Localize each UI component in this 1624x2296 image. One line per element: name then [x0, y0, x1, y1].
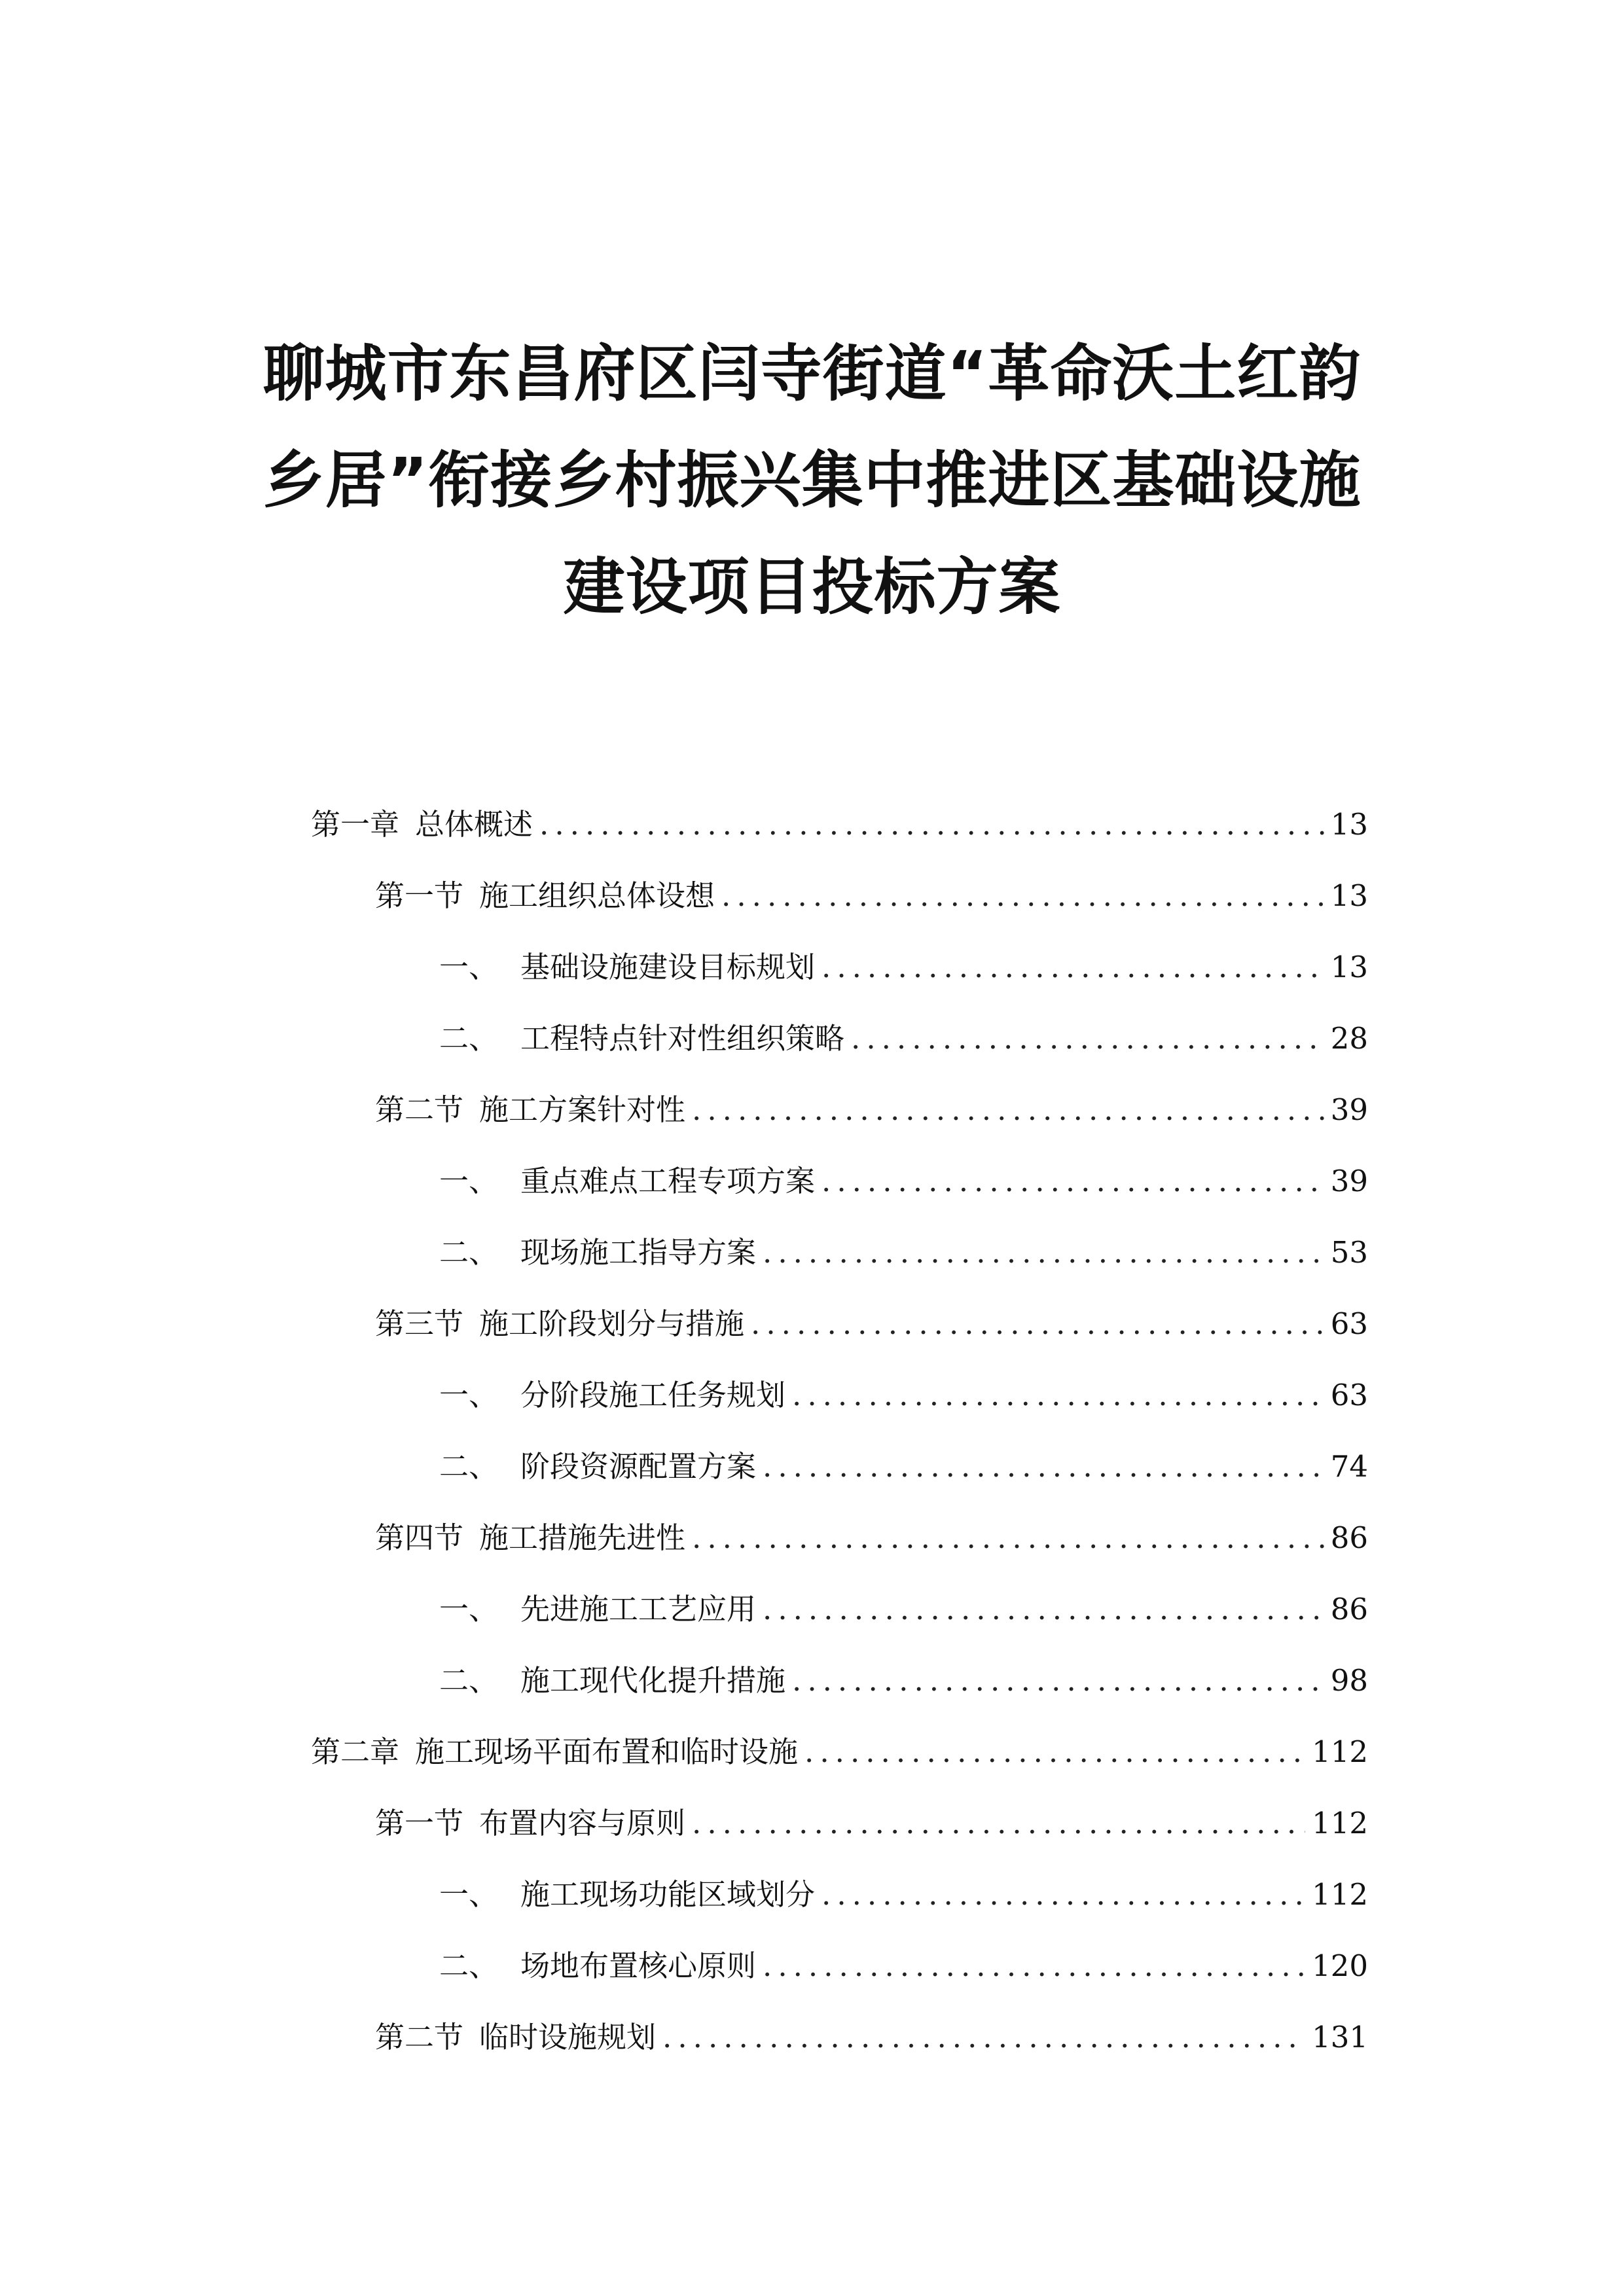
toc-page-number: 112 — [1312, 1806, 1368, 1840]
toc-entry[interactable] — [439, 1444, 1368, 1490]
toc-page-number: 13 — [1330, 878, 1368, 913]
toc-entry-title: 施工阶段划分与措施 — [479, 1306, 745, 1341]
toc-entry-number: 第一节 — [375, 1806, 464, 1840]
title-line-1: 聊城市东昌府区闫寺街道“革命沃土红韵 — [262, 338, 1362, 410]
toc-page-number: 98 — [1330, 1663, 1368, 1698]
toc-page-number: 112 — [1312, 1734, 1368, 1769]
toc-entry[interactable] — [311, 802, 1368, 848]
toc-page-number: 63 — [1330, 1306, 1368, 1341]
toc-entry[interactable] — [439, 1158, 1368, 1204]
toc-entry-number: 二、 — [439, 1449, 499, 1484]
toc-entry[interactable] — [375, 873, 1368, 919]
toc-dot-leader — [692, 1515, 1324, 1561]
toc-dot-leader — [692, 1087, 1324, 1133]
toc-entry-number: 第二节 — [375, 1092, 464, 1127]
toc-entry-title: 临时设施规划 — [479, 2020, 657, 2054]
toc-dot-leader — [804, 1729, 1305, 1775]
toc-entry[interactable] — [439, 1230, 1368, 1276]
toc-entry-title: 场地布置核心原则 — [520, 1948, 757, 1983]
toc-dot-leader — [763, 1943, 1305, 1989]
toc-entry[interactable] — [439, 1587, 1368, 1632]
toc-dot-leader — [539, 802, 1324, 848]
toc-dot-leader — [821, 1872, 1305, 1918]
toc-entry[interactable] — [439, 1943, 1368, 1989]
toc-dot-leader — [763, 1444, 1324, 1490]
toc-entry-number: 二、 — [439, 1948, 499, 1983]
toc-entry-number: 第一章 — [311, 807, 400, 842]
toc-entry[interactable] — [439, 1372, 1368, 1418]
toc-dot-leader — [792, 1658, 1324, 1704]
toc-dot-leader — [821, 944, 1324, 990]
toc-entry-title: 施工措施先进性 — [479, 1520, 686, 1555]
toc-entry-title: 总体概述 — [415, 807, 533, 842]
toc-entry[interactable] — [439, 944, 1368, 990]
toc-entry-number: 二、 — [439, 1021, 499, 1056]
toc-dot-leader — [851, 1016, 1324, 1062]
toc-page-number: 53 — [1330, 1235, 1368, 1270]
toc-entry[interactable] — [375, 1301, 1368, 1347]
toc-entry-title: 施工现场功能区域划分 — [520, 1877, 816, 1912]
toc-dot-leader — [721, 873, 1324, 919]
toc-entry-number: 第二节 — [375, 2020, 464, 2054]
toc-entry-number: 一、 — [439, 1164, 499, 1198]
toc-page-number: 120 — [1312, 1948, 1368, 1983]
toc-entry-title: 施工组织总体设想 — [479, 878, 715, 913]
toc-entry-title: 施工现代化提升措施 — [520, 1663, 786, 1698]
title-line-2: 乡居”衔接乡村振兴集中推进区基础设施 — [262, 445, 1362, 516]
toc-entry-number: 第三节 — [375, 1306, 464, 1341]
toc-page-number: 63 — [1330, 1378, 1368, 1412]
title-line-3: 建设项目投标方案 — [563, 552, 1061, 623]
toc-entry-title: 重点难点工程专项方案 — [520, 1164, 816, 1198]
toc-page-number: 13 — [1330, 950, 1368, 984]
toc-entry[interactable] — [311, 1729, 1368, 1775]
toc-page-number: 112 — [1312, 1877, 1368, 1912]
toc-entry-title: 施工现场平面布置和临时设施 — [415, 1734, 799, 1769]
toc-dot-leader — [763, 1230, 1324, 1276]
toc-entry-title: 现场施工指导方案 — [520, 1235, 757, 1270]
toc-entry-number: 一、 — [439, 1592, 499, 1626]
toc-entry-title: 工程特点针对性组织策略 — [520, 1021, 845, 1056]
toc-page-number: 86 — [1330, 1520, 1368, 1555]
toc-page-number: 86 — [1330, 1592, 1368, 1626]
toc-page-number: 131 — [1312, 2020, 1368, 2054]
toc-page-number: 39 — [1330, 1164, 1368, 1198]
toc-dot-leader — [821, 1158, 1324, 1204]
toc-entry-number: 一、 — [439, 950, 499, 984]
toc-page-number: 39 — [1330, 1092, 1368, 1127]
toc-entry-title: 分阶段施工任务规划 — [520, 1378, 786, 1412]
toc-entry[interactable] — [375, 2015, 1368, 2060]
toc-dot-leader — [692, 1801, 1305, 1846]
toc-entry-title: 布置内容与原则 — [479, 1806, 686, 1840]
document-title — [0, 321, 1624, 641]
toc-entry-title: 先进施工工艺应用 — [520, 1592, 757, 1626]
toc-entry-title: 施工方案针对性 — [479, 1092, 686, 1127]
toc-page-number: 13 — [1330, 807, 1368, 842]
toc-entry-number: 一、 — [439, 1877, 499, 1912]
toc-entry-title: 阶段资源配置方案 — [520, 1449, 757, 1484]
toc-entry[interactable] — [439, 1872, 1368, 1918]
toc-dot-leader — [763, 1587, 1324, 1632]
toc-entry[interactable] — [439, 1658, 1368, 1704]
toc-entry[interactable] — [375, 1087, 1368, 1133]
toc-entry-number: 第四节 — [375, 1520, 464, 1555]
toc-dot-leader — [662, 2015, 1305, 2060]
toc-entry-number: 一、 — [439, 1378, 499, 1412]
toc-entry-number: 二、 — [439, 1663, 499, 1698]
toc-dot-leader — [751, 1301, 1324, 1347]
toc-entry-number: 第二章 — [311, 1734, 400, 1769]
toc-entry[interactable] — [375, 1515, 1368, 1561]
toc-page-number: 28 — [1330, 1021, 1368, 1056]
toc-entry[interactable] — [439, 1016, 1368, 1062]
toc-entry[interactable] — [375, 1801, 1368, 1846]
toc-page-number: 74 — [1330, 1449, 1368, 1484]
toc-entry-title: 基础设施建设目标规划 — [520, 950, 816, 984]
toc-entry-number: 第一节 — [375, 878, 464, 913]
toc-dot-leader — [792, 1372, 1324, 1418]
toc-entry-number: 二、 — [439, 1235, 499, 1270]
